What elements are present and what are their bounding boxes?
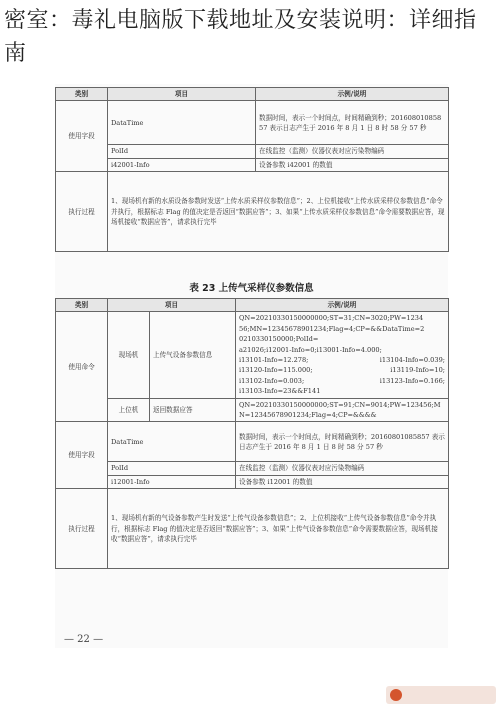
category-process: 执行过程	[56, 489, 108, 569]
header-example: 示例/说明	[236, 299, 449, 312]
item-polid: PolId	[108, 145, 256, 158]
page-headline: 密室：毒礼电脑版下载地址及安装说明：详细指南	[4, 8, 477, 66]
header-category: 类别	[56, 88, 108, 101]
category-usage-fields: 使用字段	[56, 101, 108, 172]
header-item: 项目	[108, 299, 236, 312]
example-line: 56;MN=12345678901234;Flag=4;CP=&&DataTime=2	[239, 324, 425, 333]
example-pair-row	[239, 355, 445, 365]
category-usage-command: 使用命令	[56, 312, 108, 422]
document-page	[55, 84, 448, 648]
process-text: 1、现场机有新的气设备参数产生时发送“上传气设备参数信息”；2、上位机接收“上传气设备参数信息”命令并执行，根据标志 Flag 的值决定是否返回“数据应答”；3、如果“上传气设备参数信息”命令需要数据应答，现场机接收“数据应答”，请求执行完毕	[108, 489, 449, 569]
desc-datatime: 数据时间，表示一个时间点，时间精确到秒；20160801085857 表示日志产生于 2016 年 8 月 1 日 8 时 58 分 57 秒	[236, 422, 449, 462]
site-example	[236, 312, 449, 398]
table-water-sampler	[55, 87, 449, 252]
watermark-logo	[386, 686, 496, 704]
upper-example: QN=20210330150000000;ST=91;CN=9014;PW=123456;MN=12345678901234;Flag=4;CP=&&&&	[236, 398, 449, 422]
logo-icon	[390, 689, 402, 701]
example-pair-row	[239, 376, 445, 386]
table-gas-sampler	[55, 298, 449, 569]
example-value: i13102-Info=0.003;	[239, 376, 305, 385]
example-line: i13103-Info=23&&F141	[239, 387, 321, 396]
item-polid: PolId	[108, 462, 236, 475]
example-line: QN=20210330150000000;ST=31;CN=3020;PW=1234	[239, 314, 424, 323]
table-caption: 表 23 上传气采样仪参数信息	[189, 283, 314, 294]
desc-info: 设备参数 i42001 的数值	[256, 158, 449, 171]
process-text: 1、现场机有新的水质设备参数时发送“上传水质采样仪参数信息”；2、上位机接收“上传水质采样仪参数信息”命令并执行，根据标志 Flag 的值决定是否返回“数据应答”；3、如果“上传水质采样仪参数信息”命令需要数据应答，现场机接收“数据应答”，请求执行完毕	[108, 172, 449, 252]
category-usage-fields: 使用字段	[56, 422, 108, 489]
header-item: 项目	[108, 88, 256, 101]
category-process: 执行过程	[56, 172, 108, 252]
desc-polid: 在线监控（监测）仪器仪表对应污染物编码	[256, 145, 449, 158]
desc-info: 设备参数 i12001 的数值	[236, 475, 449, 488]
page-number: — 22 —	[64, 634, 104, 645]
example-line: a21026;i12001-Info=0;i13001-Info=4.000;	[239, 345, 382, 354]
example-value: i13123-Info=0.166;	[379, 376, 445, 385]
example-value: i13101-Info=12.278;	[239, 356, 309, 365]
desc-polid: 在线监控（监测）仪器仪表对应污染物编码	[236, 462, 449, 475]
example-value: i13119-Info=10;	[390, 366, 445, 375]
example-line: 0210330150000;PolId=	[239, 335, 319, 344]
header-example: 示例/说明	[256, 88, 449, 101]
site-command: 上传气设备参数信息	[150, 312, 236, 398]
desc-datatime: 数据时间，表示一个时间点，时间精确到秒；20160801085857 表示日志产生于 2016 年 8 月 1 日 8 时 58 分 57 秒	[256, 101, 449, 145]
example-pair-row	[239, 365, 445, 375]
upper-command: 返回数据应答	[150, 398, 236, 422]
upper-machine-label: 上位机	[108, 398, 150, 422]
item-datatime: DataTime	[108, 101, 256, 145]
item-datatime: DataTime	[108, 422, 236, 462]
item-info: i42001-Info	[108, 158, 256, 171]
header-category: 类别	[56, 299, 108, 312]
example-value: i13104-Info=0.039;	[379, 356, 445, 365]
site-machine-label: 现场机	[108, 312, 150, 398]
item-info: i12001-Info	[108, 475, 236, 488]
example-value: i13120-Info=115.000;	[239, 366, 313, 375]
